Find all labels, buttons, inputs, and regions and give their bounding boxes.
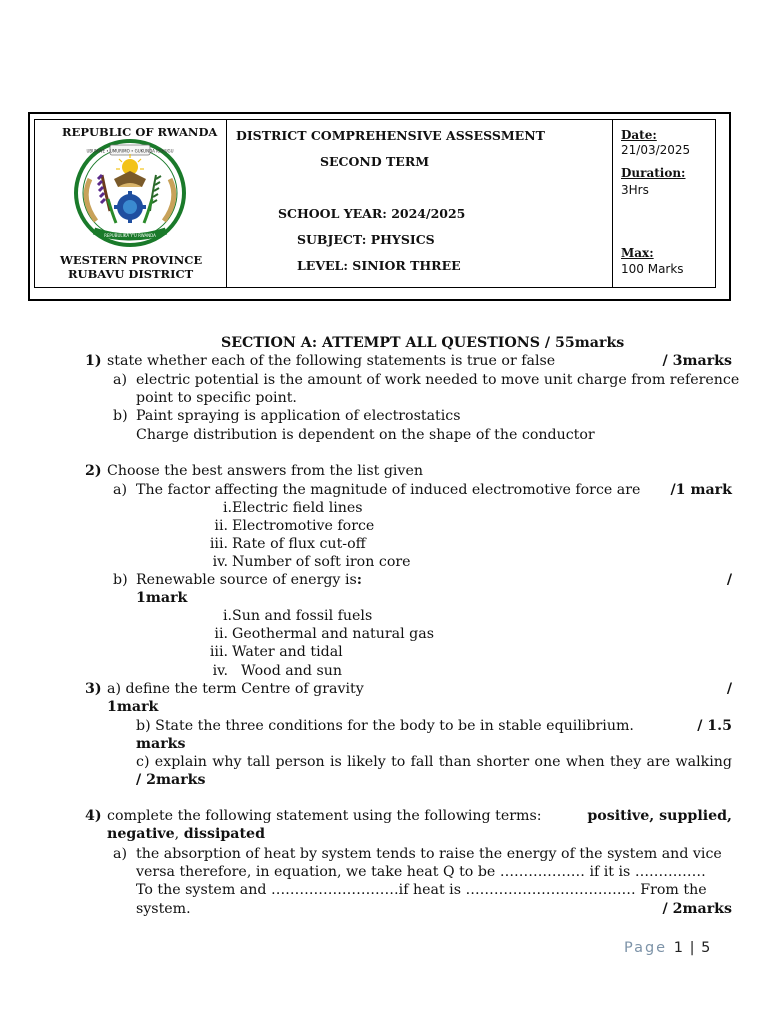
page-footer [624, 940, 710, 956]
q3-number: 3) [85, 681, 102, 697]
q2-a-opt-text: Rate of flux cut-off [232, 536, 366, 552]
q4-terms-line2: negative, dissipated [107, 826, 265, 842]
q2-a-text: The factor affecting the magnitude of induced electromotive force are [136, 482, 641, 498]
q3-a-text: a) define the term Centre of gravity [107, 681, 364, 697]
page-separator: | [689, 940, 695, 956]
q2-a-opt-num: iii. [209, 536, 228, 552]
q4-a-line4: system. [136, 901, 191, 917]
republic-label: REPUBLIC OF RWANDA [62, 125, 218, 139]
q2-b-text: Renewable source of energy is: [136, 572, 363, 588]
district-label: RUBAVU DISTRICT [68, 267, 194, 281]
q1-a-label: a) [113, 372, 127, 388]
q2-a-marks: /1 mark [670, 482, 732, 498]
level-label: LEVEL: SINIOR THREE [297, 258, 461, 273]
date-label: Date: [621, 128, 657, 142]
q2-b-opt-text: Sun and fossil fuels [232, 608, 373, 624]
q2-b-opt-num: iii. [209, 644, 228, 660]
q2-b-opt-text: Water and tidal [232, 644, 343, 660]
duration-label: Duration: [621, 166, 686, 180]
rwanda-seal-logo [72, 139, 188, 249]
date-value: 21/03/2025 [621, 143, 691, 157]
q2-b-opt-num: ii. [214, 626, 228, 642]
q3-a-slash: / [726, 681, 732, 697]
q1-a-line2: point to specific point. [136, 390, 297, 406]
q1-number: 1) [85, 353, 102, 369]
q2-a-opt-num: ii. [214, 518, 228, 534]
q4-intro: complete the following statement using the following terms: [107, 808, 542, 824]
page-number: 1 [673, 940, 683, 956]
q2-text: Choose the best answers from the list given [107, 463, 423, 479]
q3-b-marks: marks [136, 736, 186, 752]
q2-a-opt-text: Number of soft iron core [232, 554, 411, 570]
q2-b-opt-text: Geothermal and natural gas [232, 626, 434, 642]
q4-a-line1: the absorption of heat by system tends to raise the energy of the system and vice [136, 846, 722, 862]
assessment-title: DISTRICT COMPREHENSIVE ASSESSMENT [236, 128, 545, 143]
page-total: 5 [701, 940, 711, 956]
section-title: SECTION A: ATTEMPT ALL QUESTIONS / 55marks [221, 335, 625, 351]
q1-b-line: Paint spraying is application of electrostatics [136, 408, 461, 424]
q2-b-label: b) [113, 572, 128, 588]
max-value: 100 Marks [621, 262, 684, 276]
q3-c-marks: / 2marks [136, 772, 206, 788]
q2-a-opt-text: Electromotive force [232, 518, 375, 534]
page-word: Page [624, 940, 668, 956]
q2-a-opt-num: iv. [212, 554, 228, 570]
q4-a-marks: / 2marks [662, 901, 732, 917]
q2-b-opt-num: i. [222, 608, 232, 624]
q4-terms-line1: positive, supplied, [587, 808, 732, 824]
q3-b-text: b) State the three conditions for the body to be in stable equilibrium. [136, 718, 634, 734]
svg-text:UBUMWE • UMURIMO • GUKUNDA IGI: UBUMWE • UMURIMO • GUKUNDA IGIHUGU [86, 148, 174, 154]
q2-b-slash: / [726, 572, 732, 588]
q4-number: 4) [85, 808, 102, 824]
q4-a-label: a) [113, 846, 127, 862]
q1-b-label: b) [113, 408, 128, 424]
subject-label: SUBJECT: PHYSICS [297, 232, 435, 247]
q2-b-marks: 1mark [136, 590, 188, 606]
q3-b-slash: / 1.5 [697, 718, 732, 734]
q1-marks: / 3marks [662, 353, 732, 369]
svg-text:REPUBULIKA Y'U RWANDA: REPUBULIKA Y'U RWANDA [104, 233, 156, 238]
q2-number: 2) [85, 463, 102, 479]
max-label: Max: [621, 246, 654, 260]
q3-a-marks: 1mark [107, 699, 159, 715]
term-label: SECOND TERM [320, 154, 430, 169]
q2-a-opt-num: i. [222, 500, 232, 516]
q3-c-text: c) explain why tall person is likely to fall than shorter one when they are walking [136, 754, 732, 770]
province-label: WESTERN PROVINCE [60, 253, 203, 267]
q1-text: state whether each of the following statements is true or false [107, 353, 556, 369]
q2-a-opt-text: Electric field lines [232, 500, 363, 516]
q4-a-line2: versa therefore, in equation, we take heat Q to be ……………… if it is …………… [136, 864, 706, 880]
duration-value: 3Hrs [621, 183, 649, 197]
q1-a-line1: electric potential is the amount of work needed to move unit charge from reference [136, 372, 740, 388]
q4-a-line3: To the system and ………………………if heat is ……………………………… From the [136, 882, 707, 898]
school-year: SCHOOL YEAR: 2024/2025 [278, 206, 466, 221]
q2-b-opt-text: Wood and sun [241, 663, 343, 679]
q1-c-line: Charge distribution is dependent on the shape of the conductor [136, 427, 595, 443]
q2-a-label: a) [113, 482, 127, 498]
q2-b-opt-num: iv. [212, 663, 228, 679]
